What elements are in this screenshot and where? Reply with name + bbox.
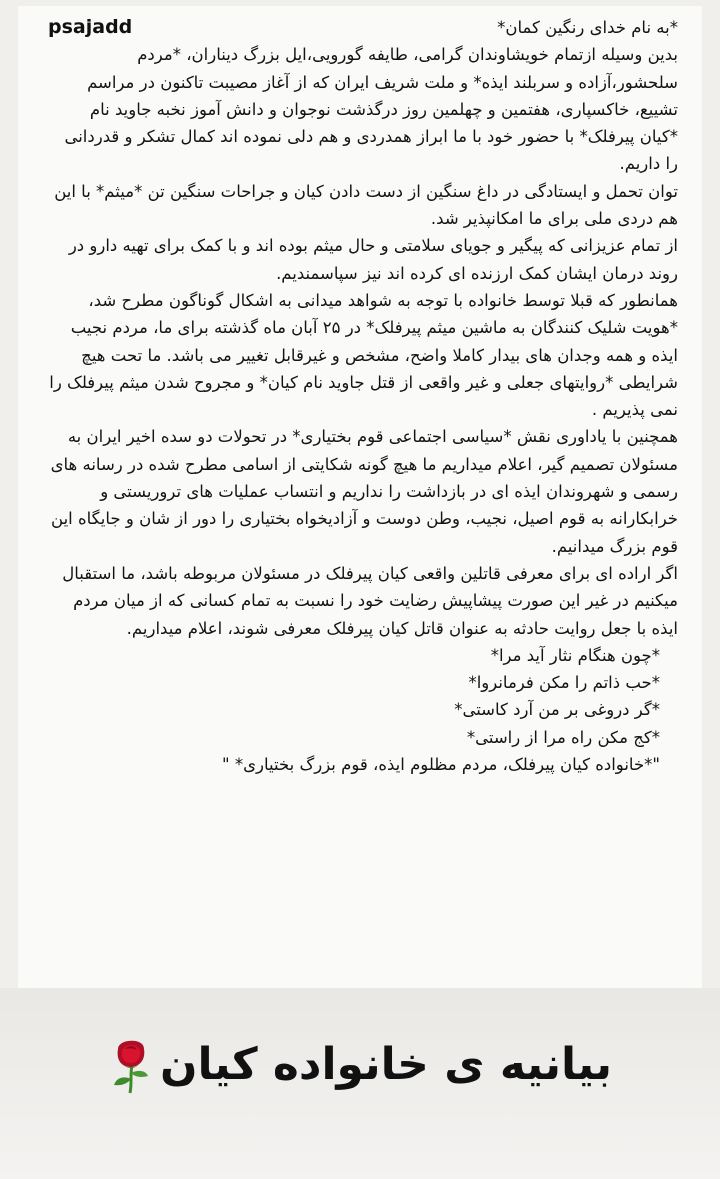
rose-icon	[108, 1035, 154, 1095]
banner	[90, 1030, 630, 1100]
paragraph-gratitude: از تمام عزیزانی که پیگیر و جویای سلامتی و حال میثم بوده اند و با کمک برای تهیه دارو در روند درمان ایشان کمک ارزنده ای کرده اند نیز سپاسمندیم.	[68, 236, 678, 283]
paragraph-endurance: توان تحمل و ایستادگی در داغ سنگین از دست دادن کیان و جراحات سنگین تن *میثم* با این هم دردی ملی برای ما امکانپذیر شد.	[54, 181, 678, 229]
verse-line-1: *چون هنگام نثار آید مرا*	[490, 645, 660, 665]
verse-line-4: *کج مکن راه مرا از راستی*	[466, 727, 660, 747]
verse-line-2: *حب ذاتم را مکن فرمانروا*	[468, 673, 660, 693]
statement-body	[48, 14, 678, 778]
statement-card	[18, 6, 702, 988]
opening-line: *به نام خدای رنگین کمان*	[497, 18, 678, 37]
paragraph-thanks: بدین وسیله ازتمام خویشاوندان گرامی، طایفه گورویی،ایل بزرگ دیناران، *مردم سلحشور،آزاده و سربلند ایذه* و ملت شریف ایران که از آغاز مصیبت تاکنون در مراسم تشییع، خاکسپاری، هفتمین و چهلمین روز درگذشت نوجوان و دانش آموز نخبه جاوید نام *کیان پیرفلک* با حضور خود با ما ابراز همدردی و هم دلی نموده اند کمال تشکر و قدردانی را داریم.	[64, 45, 678, 174]
signature-line: "*خانواده کیان پیرفلک، مردم مظلوم ایذه، قوم بزرگ بختیاری* "	[222, 755, 660, 775]
paragraph-killers: اگر اراده ای برای معرفی قاتلین واقعی کیان پیرفلک در مسئولان مربوطه باشد، ما استقبال میکنیم در غیر این صورت پیشاپیش رضایت خود را نسبت به تمام کسانی که از میان مردم ایذه با جعل روایت حادثه به عنوان قاتل کیان پیرفلک معرفی شوند، اعلام میداریم.	[62, 563, 678, 638]
paragraph-bakhtiari: همچنین با یاداوری نقش *سیاسی اجتماعی قوم بختیاری* در تحولات دو سده اخیر ایران به مسئولان تصمیم گیر، اعلام میداریم ما هیچ گونه شکایتی از اسامی مطرح شده در رسانه های رسمی و شهروندان ایذه ای در بازداشت را نداریم و انتساب عملیات های تروریستی و خرابکارانه به قوم اصیل، نجیب، وطن دوست و آزادیخواه بختیاری را دور از شان و جایگاه این قوم بزرگ میدانیم.	[50, 427, 678, 556]
paragraph-shooters: همانطور که قبلا توسط خانواده با توجه به شواهد میدانی به اشکال گوناگون مطرح شد، *هویت شلیک کنندگان به ماشین میثم پیرفلک* در ۲۵ آبان ماه گذشته برای ما، مردم نجیب ایذه و همه وجدان های بیدار کاملا واضح، مشخص و غیرقابل تغییر می باشد. ما تحت هیچ شرایطی *روایتهای جعلی و غیر واقعی از قتل جاوید نام کیان* و مجروح شدن میثم پیرفلک را نمی پذیریم .	[49, 290, 678, 420]
banner-title: بیانیه ی خانواده کیان	[159, 1039, 613, 1090]
rose-leaf-right	[131, 1071, 148, 1077]
rose-leaf-left	[114, 1077, 131, 1085]
verse-line-3: *گر دروغی بر من آرد کاستی*	[454, 700, 660, 720]
username[interactable]: psajadd	[48, 16, 133, 38]
